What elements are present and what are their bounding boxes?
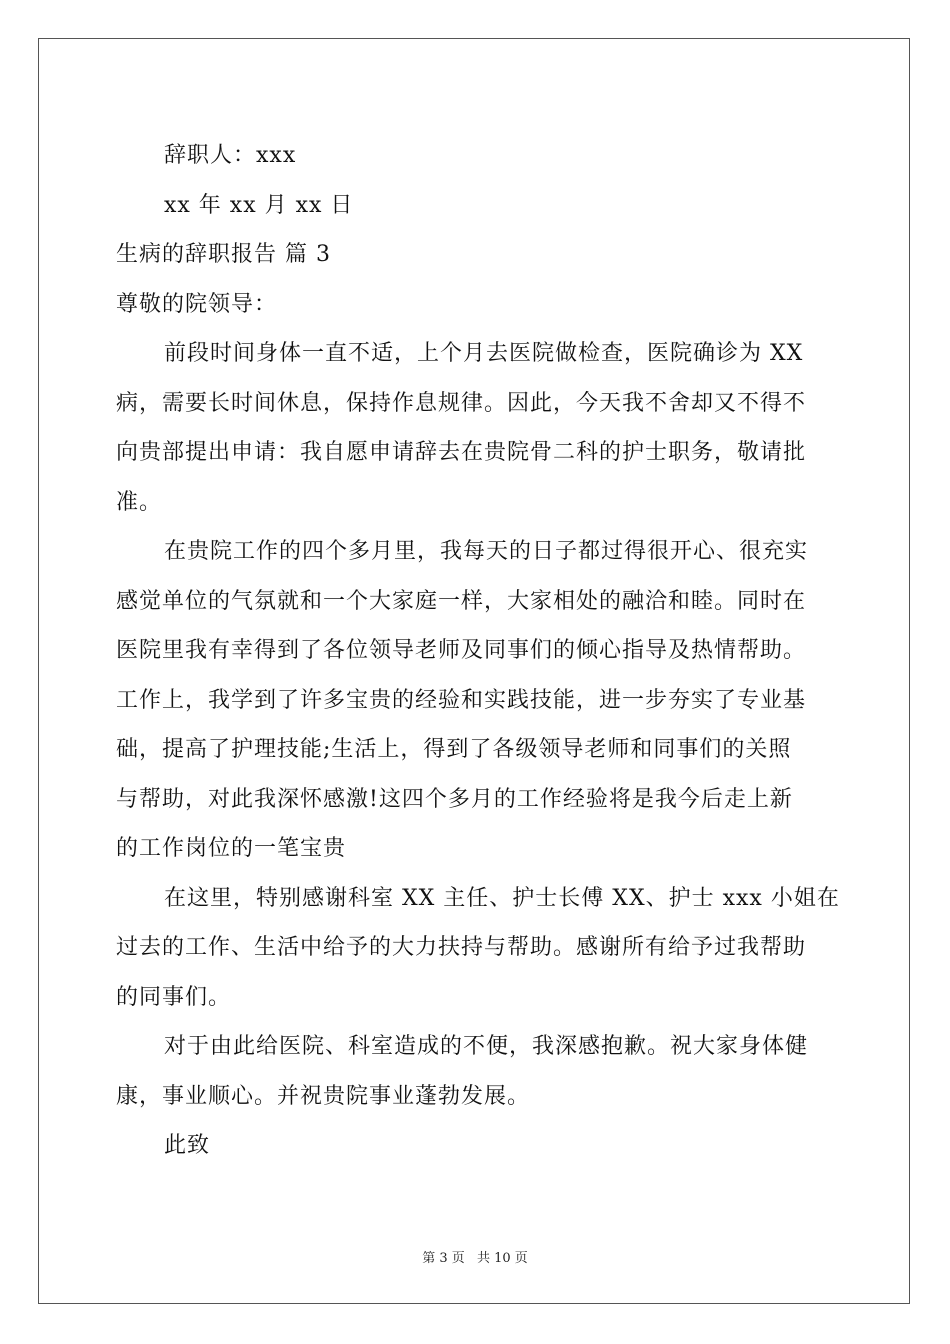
paragraph-line: 感觉单位的气氛就和一个大家庭一样，大家相处的融洽和睦。同时在 bbox=[116, 588, 807, 614]
document-body bbox=[116, 131, 840, 1171]
paragraph-line: 在贵院工作的四个多月里，我每天的日子都过得很开心、很充实 bbox=[164, 539, 809, 564]
paragraph-line: 的同事们。 bbox=[116, 984, 232, 1010]
paragraph-line: 向贵部提出申请：我自愿申请辞去在贵院骨二科的护士职务，敬请批 bbox=[116, 440, 807, 465]
paragraph-line: 与帮助，对此我深怀感激!这四个多月的工作经验将是我今后走上新 bbox=[116, 786, 793, 812]
page-total: 共 10 页 bbox=[476, 1251, 528, 1266]
paragraph-line: 准。 bbox=[116, 489, 163, 515]
salutation: 尊敬的院领导： bbox=[116, 291, 278, 317]
page-footer bbox=[0, 1247, 950, 1266]
paragraph-line: 过去的工作、生活中给予的大力扶持与帮助。感谢所有给予过我帮助 bbox=[116, 935, 807, 960]
paragraph-line: 础，提高了护理技能;生活上，得到了各级领导老师和同事们的关照 bbox=[116, 737, 792, 762]
paragraph-line: 前段时间身体一直不适，上个月去医院做检查，医院确诊为 XX bbox=[164, 341, 804, 366]
paragraph-line: 康，事业顺心。并祝贵院事业蓬勃发展。 bbox=[116, 1083, 531, 1109]
paragraph-line: 对于由此给医院、科室造成的不便，我深感抱歉。祝大家身体健 bbox=[164, 1034, 809, 1059]
page-current: 第 3 页 bbox=[422, 1251, 465, 1266]
paragraph-line: 医院里我有幸得到了各位领导老师及同事们的倾心指导及热情帮助。 bbox=[116, 638, 807, 663]
section-title: 生病的辞职报告 篇 3 bbox=[116, 242, 331, 267]
paragraph-line: 病，需要长时间休息，保持作息规律。因此，今天我不舍却又不得不 bbox=[116, 390, 807, 416]
date-line: xx 年 xx 月 xx 日 bbox=[164, 192, 354, 218]
paragraph-line: 的工作岗位的一笔宝贵 bbox=[116, 836, 347, 861]
signer-line: 辞职人：xxx bbox=[164, 143, 297, 168]
closing-line: 此致 bbox=[164, 1133, 211, 1158]
paragraph-line: 在这里，特别感谢科室 XX 主任、护士长傅 XX、护士 xxx 小姐在 bbox=[164, 885, 840, 911]
paragraph-line: 工作上，我学到了许多宝贵的经验和实践技能，进一步夯实了专业基 bbox=[116, 687, 807, 713]
